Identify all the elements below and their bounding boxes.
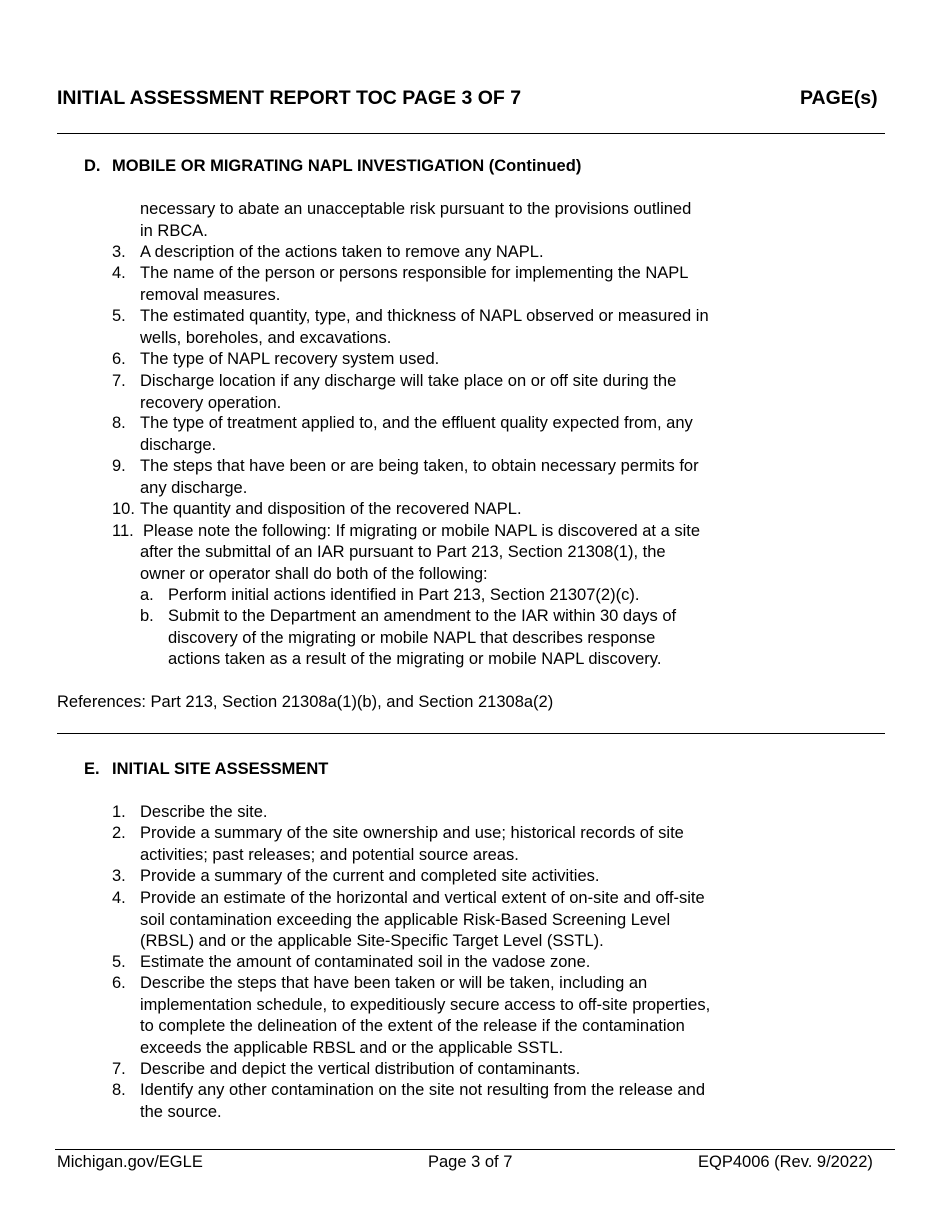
text-line: activities; past releases; and potential source areas.: [140, 845, 519, 864]
text-line: discovery of the migrating or mobile NAPL that describes response: [168, 628, 656, 647]
text-line: owner or operator shall do both of the following:: [140, 564, 488, 583]
section-e-title: INITIAL SITE ASSESSMENT: [112, 760, 329, 778]
text-line: The estimated quantity, type, and thickness of NAPL observed or measured in: [140, 307, 709, 325]
list-item: [140, 242, 800, 264]
text-line: recovery operation.: [140, 393, 282, 412]
section-e-letter: E.: [84, 760, 100, 778]
text-line: A description of the actions taken to remove any NAPL.: [140, 243, 544, 261]
sub-item: [168, 585, 808, 607]
list-item-number: 8.: [112, 1081, 126, 1099]
list-item-number: 3.: [112, 867, 126, 885]
section-d-continued-text: [140, 199, 800, 242]
list-item-number: 3.: [112, 243, 126, 261]
text-line: wells, boreholes, and excavations.: [140, 328, 392, 347]
list-item-number: 1.: [112, 803, 126, 821]
list-item-number: 9.: [112, 457, 126, 475]
text-line: Submit to the Department an amendment to the IAR within 30 days of: [168, 607, 677, 625]
list-item-number: 8.: [112, 414, 126, 432]
list-item-number: 10.: [112, 500, 135, 518]
list-item-number: 7.: [112, 372, 126, 390]
text-line: actions taken as a result of the migrating or mobile NAPL discovery.: [168, 650, 662, 668]
list-item-number: 5.: [112, 307, 126, 325]
text-line: to complete the delineation of the extent of the release if the contamination: [140, 1017, 685, 1035]
sub-item-letter: a.: [140, 586, 154, 604]
list-item: [140, 952, 800, 974]
text-line: The type of treatment applied to, and the effluent quality expected from, any: [140, 414, 693, 432]
list-item: [140, 888, 800, 953]
text-line: Provide a summary of the current and completed site activities.: [140, 867, 600, 885]
text-line: Provide a summary of the site ownership and use; historical records of site: [140, 824, 684, 842]
list-item: [143, 521, 803, 543]
text-line: Please note the following: If migrating or mobile NAPL is discovered at a site: [143, 522, 701, 540]
text-line: in RBCA.: [140, 221, 208, 240]
text-line: The name of the person or persons responsible for implementing the NAPL: [140, 264, 689, 282]
list-item-number: 6.: [112, 350, 126, 368]
references-text: References: Part 213, Section 21308a(1)(b), and Section 21308a(2): [57, 693, 554, 711]
text-line: Provide an estimate of the horizontal and vertical extent of on-site and off-site: [140, 889, 705, 907]
list-item: [140, 802, 800, 824]
footer-form-id: EQP4006 (Rev. 9/2022): [698, 1153, 873, 1171]
list-item-number: 4.: [112, 264, 126, 282]
list-item: [140, 263, 800, 306]
text-line: discharge.: [140, 435, 217, 454]
list-item-number: 4.: [112, 889, 126, 907]
list-item: [140, 413, 800, 456]
list-item: [140, 456, 800, 499]
list-item: [140, 866, 800, 888]
section-d-letter: D.: [84, 157, 101, 175]
footer-website: Michigan.gov/EGLE: [57, 1153, 203, 1171]
list-item: [140, 349, 800, 371]
text-line: Describe and depict the vertical distribution of contaminants.: [140, 1060, 581, 1078]
pages-column-label: PAGE(s): [800, 87, 878, 109]
list-item: [140, 1059, 800, 1081]
list-item: [140, 823, 800, 866]
list-item: [140, 499, 800, 521]
text-line: implementation schedule, to expeditiously secure access to off-site properties,: [140, 995, 711, 1014]
list-item-number: 5.: [112, 953, 126, 971]
text-line: The type of NAPL recovery system used.: [140, 350, 440, 368]
text-line: soil contamination exceeding the applicable Risk-Based Screening Level: [140, 910, 671, 929]
text-line: Identify any other contamination on the site not resulting from the release and: [140, 1081, 706, 1099]
section-d-title: MOBILE OR MIGRATING NAPL INVESTIGATION (Continued): [112, 157, 582, 175]
footer-divider: [55, 1149, 895, 1150]
text-line: Perform initial actions identified in Part 213, Section 21307(2)(c).: [168, 586, 640, 604]
list-item: [140, 306, 800, 349]
text-line: exceeds the applicable RBSL and or the applicable SSTL.: [140, 1038, 564, 1057]
list-item-number: 6.: [112, 974, 126, 992]
text-line: Describe the steps that have been taken or will be taken, including an: [140, 974, 648, 992]
text-line: Discharge location if any discharge will take place on or off site during the: [140, 372, 677, 390]
page-title: INITIAL ASSESSMENT REPORT TOC PAGE 3 OF 7: [57, 87, 522, 109]
text-line: Estimate the amount of contaminated soil in the vadose zone.: [140, 953, 591, 971]
text-line: The steps that have been or are being taken, to obtain necessary permits for: [140, 457, 699, 475]
list-item-number: 11.: [112, 522, 134, 540]
text-line: removal measures.: [140, 285, 281, 304]
section-divider: [57, 733, 885, 734]
text-line: (RBSL) and or the applicable Site-Specific Target Level (SSTL).: [140, 932, 604, 950]
list-item: [140, 371, 800, 414]
list-item-continuation: [140, 542, 800, 585]
sub-item-letter: b.: [140, 607, 154, 625]
text-line: necessary to abate an unacceptable risk pursuant to the provisions outlined: [140, 200, 692, 218]
list-item-number: 2.: [112, 824, 126, 842]
header-divider: [57, 133, 885, 134]
list-item-number: 7.: [112, 1060, 126, 1078]
list-item: [140, 973, 800, 1059]
text-line: after the submittal of an IAR pursuant to Part 213, Section 21308(1), the: [140, 543, 666, 561]
list-item: [140, 1080, 800, 1123]
text-line: The quantity and disposition of the recovered NAPL.: [140, 500, 522, 518]
text-line: Describe the site.: [140, 803, 268, 821]
sub-item: [168, 606, 808, 671]
footer-page-number: Page 3 of 7: [428, 1153, 513, 1171]
text-line: the source.: [140, 1102, 222, 1121]
text-line: any discharge.: [140, 478, 248, 497]
